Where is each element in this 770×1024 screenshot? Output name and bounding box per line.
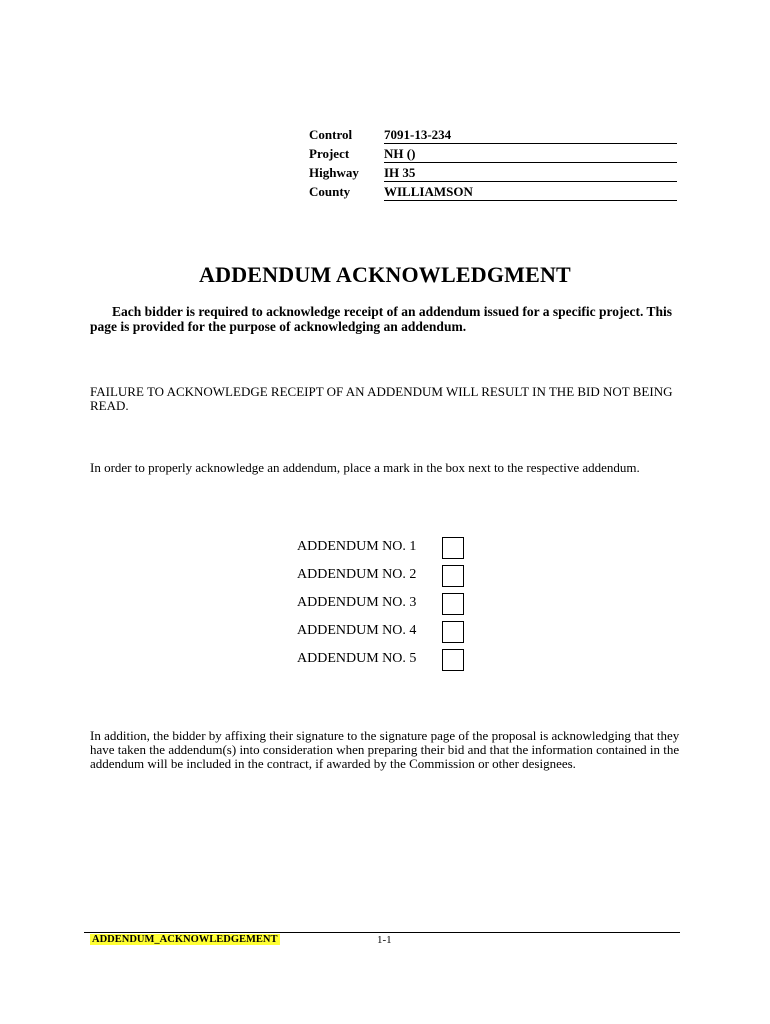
- footer-divider: [84, 932, 680, 933]
- addendum-checkbox-3[interactable]: [442, 593, 464, 615]
- addendum-label-1: ADDENDUM NO. 1: [297, 539, 417, 554]
- addendum-label-3: ADDENDUM NO. 3: [297, 595, 417, 610]
- control-label: Control: [309, 127, 353, 142]
- highway-value: IH 35: [384, 164, 677, 182]
- addendum-label-5: ADDENDUM NO. 5: [297, 651, 417, 666]
- addendum-checkbox-4[interactable]: [442, 621, 464, 643]
- control-value: 7091-13-234: [384, 126, 677, 144]
- closing-paragraph: In addition, the bidder by affixing their signature to the signature page of the proposal is acknowledging that they have taken the addendum(s) into consideration when preparing their bid and that the information contained in the addendum will be included in the contract, if awarded by the Commission or other designees.: [90, 728, 680, 771]
- page-title: ADDENDUM ACKNOWLEDGMENT: [199, 262, 571, 287]
- instruction-paragraph: In order to properly acknowledge an addendum, place a mark in the box next to the respective addendum.: [90, 460, 640, 475]
- county-value: WILLIAMSON: [384, 183, 677, 201]
- project-value: NH (): [384, 145, 677, 163]
- intro-paragraph: Each bidder is required to acknowledge receipt of an addendum issued for a specific project. This page is provided for the purpose of acknowledging an addendum.: [90, 304, 673, 334]
- project-label: Project: [309, 146, 350, 161]
- county-label: County: [309, 184, 351, 199]
- highway-label: Highway: [309, 165, 359, 180]
- addendum-checkbox-1[interactable]: [442, 537, 464, 559]
- footer-page-number: 1-1: [377, 934, 392, 946]
- addendum-checkbox-2[interactable]: [442, 565, 464, 587]
- addendum-label-4: ADDENDUM NO. 4: [297, 623, 417, 638]
- warning-paragraph: FAILURE TO ACKNOWLEDGE RECEIPT OF AN ADDENDUM WILL RESULT IN THE BID NOT BEING READ.: [90, 384, 673, 413]
- footer-doc-name: ADDENDUM_ACKNOWLEDGEMENT: [92, 934, 278, 945]
- addendum-label-2: ADDENDUM NO. 2: [297, 567, 417, 582]
- addendum-checkbox-5[interactable]: [442, 649, 464, 671]
